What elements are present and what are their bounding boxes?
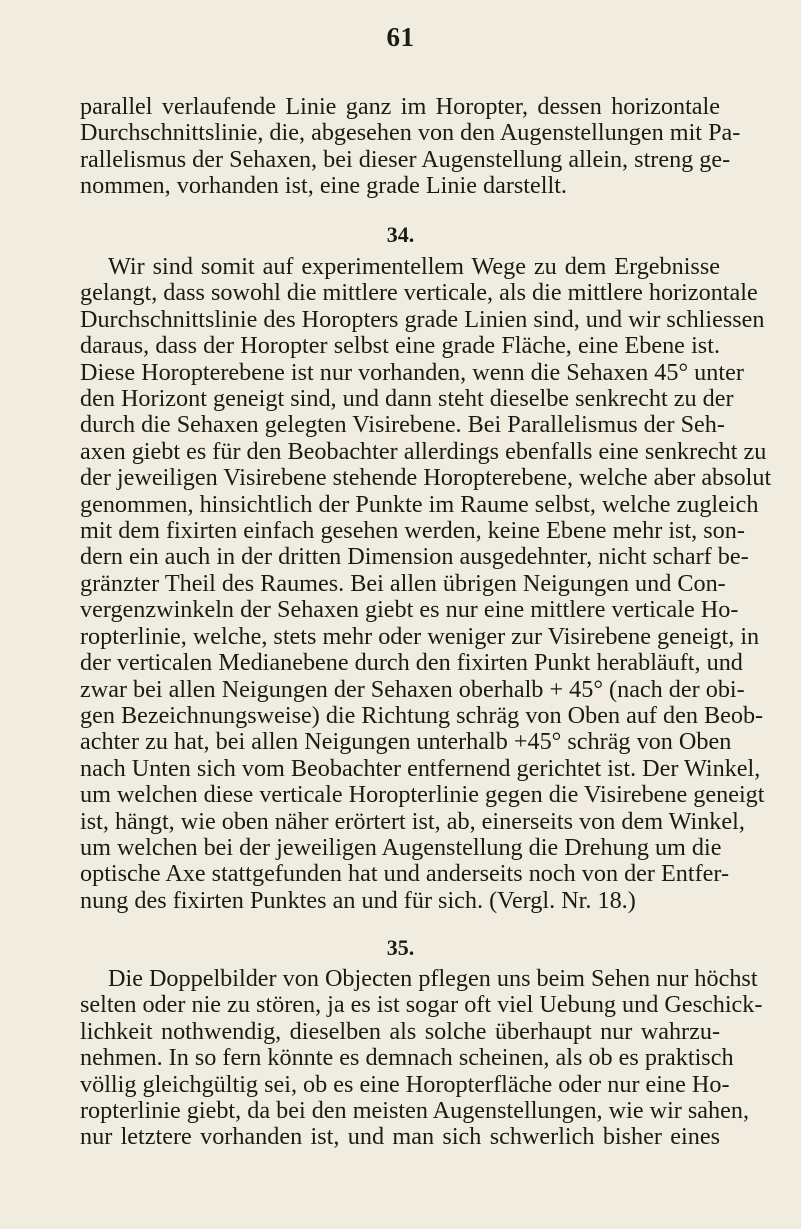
text-line: vergenzwinkeln der Sehaxen giebt es nur eine mittlere verticale Ho- — [80, 596, 739, 624]
section-number-34: 34. — [386, 222, 415, 247]
text-line: durch die Sehaxen gelegten Visirebene. Bei Parallelismus der Seh- — [80, 411, 725, 439]
text-line: gränzter Theil des Raumes. Bei allen übrigen Neigungen und Con- — [80, 569, 726, 597]
text-line: Durchschnittslinie des Horopters grade Linien sind, und wir schliessen — [80, 305, 765, 333]
section-number-35: 35. — [386, 935, 415, 960]
text-line: ist, hängt, wie oben näher erörtert ist, ab, einerseits von dem Winkel, — [80, 807, 745, 835]
text-line: zwar bei allen Neigungen der Sehaxen oberhalb + 45° (nach der obi- — [80, 675, 745, 703]
text-line: nach Unten sich vom Beobachter entfernend gerichtet ist. Der Winkel, — [80, 754, 761, 782]
text-line: lichkeit nothwendig, dieselben als solche überhaupt nur wahrzu- — [80, 1017, 720, 1045]
text-line: ropterlinie giebt, da bei den meisten Augenstellungen, wie wir sahen, — [80, 1097, 750, 1125]
text-line: axen giebt es für den Beobachter allerdings ebenfalls eine senkrecht zu — [80, 437, 767, 465]
text-line: den Horizont geneigt sind, und dann steht dieselbe senkrecht zu der — [80, 385, 734, 413]
text-line: gelangt, dass sowohl die mittlere verticale, als die mittlere horizontale — [80, 279, 758, 307]
text-line: der verticalen Medianebene durch den fixirten Punkt herabläuft, und — [80, 649, 743, 677]
text-line: nehmen. In so fern könnte es demnach scheinen, als ob es praktisch — [80, 1044, 734, 1072]
section-35-text — [80, 965, 763, 1151]
text-line: Durchschnittslinie, die, abgesehen von den Augenstellungen mit Pa- — [80, 119, 741, 147]
text-line: rallelismus der Sehaxen, bei dieser Augenstellung allein, streng ge- — [80, 145, 731, 173]
paragraph-continuation — [80, 93, 741, 200]
text-line: parallel verlaufende Linie ganz im Horopter, dessen horizontale — [80, 93, 720, 120]
page-number: 61 — [386, 22, 415, 52]
text-line: daraus, dass der Horopter selbst eine grade Fläche, eine Ebene ist. — [80, 332, 720, 360]
text-line: Die Doppelbilder von Objecten pflegen uns beim Sehen nur höchst — [108, 965, 758, 992]
text-line: selten oder nie zu stören, ja es ist sogar oft viel Uebung und Geschick- — [80, 991, 763, 1019]
text-line: mit dem fixirten einfach gesehen werden, keine Ebene mehr ist, son- — [80, 517, 745, 545]
text-line: um welchen diese verticale Horopterlinie gegen die Visirebene geneigt — [80, 781, 765, 809]
text-line: Wir sind somit auf experimentellem Wege zu dem Ergebnisse — [108, 253, 720, 280]
text-line: dern ein auch in der dritten Dimension ausgedehnter, nicht scharf be- — [80, 543, 749, 571]
text-line: nur letztere vorhanden ist, und man sich schwerlich bisher eines — [80, 1123, 720, 1151]
text-line: genommen, hinsichtlich der Punkte im Raume selbst, welche zugleich — [80, 490, 759, 518]
text-line: achter zu hat, bei allen Neigungen unterhalb +45° schräg von Oben — [80, 728, 732, 756]
text-line: der jeweiligen Visirebene stehende Horopterebene, welche aber absolut — [80, 464, 772, 492]
text-line: um welchen bei der jeweiligen Augenstellung die Drehung um die — [80, 833, 722, 861]
text-line: gen Bezeichnungsweise) die Richtung schräg von Oben auf den Beob- — [80, 701, 764, 729]
text-line: nung des fixirten Punktes an und für sich. (Vergl. Nr. 18.) — [80, 886, 636, 914]
text-line: völlig gleichgültig sei, ob es eine Horopterfläche oder nur eine Ho- — [80, 1070, 730, 1098]
text-line: Diese Horopterebene ist nur vorhanden, wenn die Sehaxen 45° unter — [80, 358, 744, 386]
text-line: ropterlinie, welche, stets mehr oder weniger zur Visirebene geneigt, in — [80, 622, 760, 650]
section-34-text — [80, 253, 772, 914]
text-line: nommen, vorhanden ist, eine grade Linie darstellt. — [80, 172, 567, 200]
text-line: optische Axe stattgefunden hat und anderseits noch von der Entfer- — [80, 860, 730, 888]
